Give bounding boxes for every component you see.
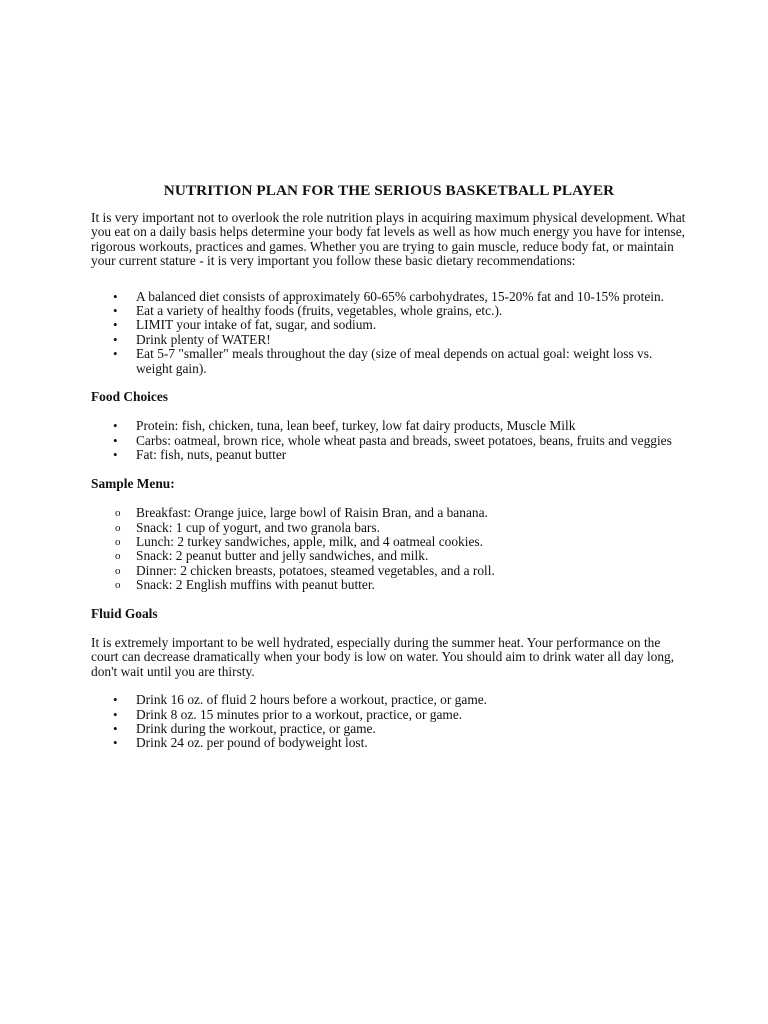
bullet-icon: • <box>113 735 118 751</box>
bullet-icon: • <box>113 418 118 434</box>
bullet-icon: • <box>113 346 118 362</box>
list-item: o Dinner: 2 chicken breasts, potatoes, steamed vegetables, and a roll. <box>115 562 495 578</box>
list-item: o Lunch: 2 turkey sandwiches, apple, milk, and 4 oatmeal cookies. <box>115 533 483 549</box>
list-item: o Breakfast: Orange juice, large bowl of Raisin Bran, and a banana. <box>115 505 488 521</box>
document-title: NUTRITION PLAN FOR THE SERIOUS BASKETBALL PLAYER <box>163 182 615 199</box>
list-item: • Drink 8 oz. 15 minutes prior to a workout, practice, or game. <box>113 706 463 722</box>
list-item: • Carbs: oatmeal, brown rice, whole wheat pasta and breads, sweet potatoes, beans, fruits and veggies <box>113 432 672 448</box>
circle-bullet-icon: o <box>115 521 121 534</box>
list-item: o Snack: 2 peanut butter and jelly sandwiches, and milk. <box>115 548 429 564</box>
bullet-icon: • <box>113 303 118 319</box>
list-item: • A balanced diet consists of approximately 60-65% carbohydrates, 15-20% fat and 10-15% protein. <box>113 288 665 304</box>
bullet-icon: • <box>113 288 118 304</box>
sample-menu-list <box>91 506 687 592</box>
circle-bullet-icon: o <box>115 535 121 548</box>
list-item: • Protein: fish, chicken, tuna, lean beef, turkey, low fat dairy products, Muscle Milk <box>113 418 576 434</box>
intro-paragraph: It is very important not to overlook the role nutrition plays in acquiring maximum physical development. What you eat on a daily basis helps determine your body fat levels as well as how much energy you have for intense, rigorous workouts, practices and games. Whether you are trying to gain muscle, reduce body fat, or maintain your current stature - it is very important you follow these basic dietary recommendations: <box>91 210 686 269</box>
fluid-goals-heading: Fluid Goals <box>91 605 158 621</box>
bullet-icon: • <box>113 706 118 722</box>
document-page <box>91 182 687 751</box>
list-item: o Snack: 1 cup of yogurt, and two granola bars. <box>115 519 380 535</box>
bullet-icon: • <box>113 331 118 347</box>
list-item: • Eat 5-7 "smaller" meals throughout the day (size of meal depends on actual goal: weight loss vs. weight gain). <box>113 346 653 376</box>
food-choices-heading: Food Choices <box>91 389 168 405</box>
sample-menu-heading: Sample Menu: <box>91 475 175 491</box>
bullet-icon: • <box>113 317 118 333</box>
bullet-icon: • <box>113 720 118 736</box>
circle-bullet-icon: o <box>115 564 121 577</box>
circle-bullet-icon: o <box>115 579 121 592</box>
list-item: • Drink during the workout, practice, or game. <box>113 720 376 736</box>
bullet-icon: • <box>113 447 118 463</box>
circle-bullet-icon: o <box>115 507 121 520</box>
fluid-goals-paragraph: It is extremely important to be well hydrated, especially during the summer heat. Your performance on the court can decrease dramatically when your body is low on water. You should aim to drink water all day long, don't wait until you are thirsty. <box>91 634 675 679</box>
list-item: • Eat a variety of healthy foods (fruits, vegetables, whole grains, etc.). <box>113 303 503 319</box>
bullet-icon: • <box>113 432 118 448</box>
list-item: • LIMIT your intake of fat, sugar, and sodium. <box>113 317 377 333</box>
recommendations-list <box>91 290 687 376</box>
circle-bullet-icon: o <box>115 550 121 563</box>
list-item: • Fat: fish, nuts, peanut butter <box>113 447 287 463</box>
bullet-icon: • <box>113 692 118 708</box>
food-choices-list <box>91 419 687 462</box>
list-item: o Snack: 2 English muffins with peanut butter. <box>115 577 375 593</box>
list-item: • Drink plenty of WATER! <box>113 331 271 347</box>
fluid-goals-list <box>91 693 687 751</box>
list-item: • Drink 16 oz. of fluid 2 hours before a workout, practice, or game. <box>113 692 488 708</box>
list-item: • Drink 24 oz. per pound of bodyweight lost. <box>113 735 368 751</box>
